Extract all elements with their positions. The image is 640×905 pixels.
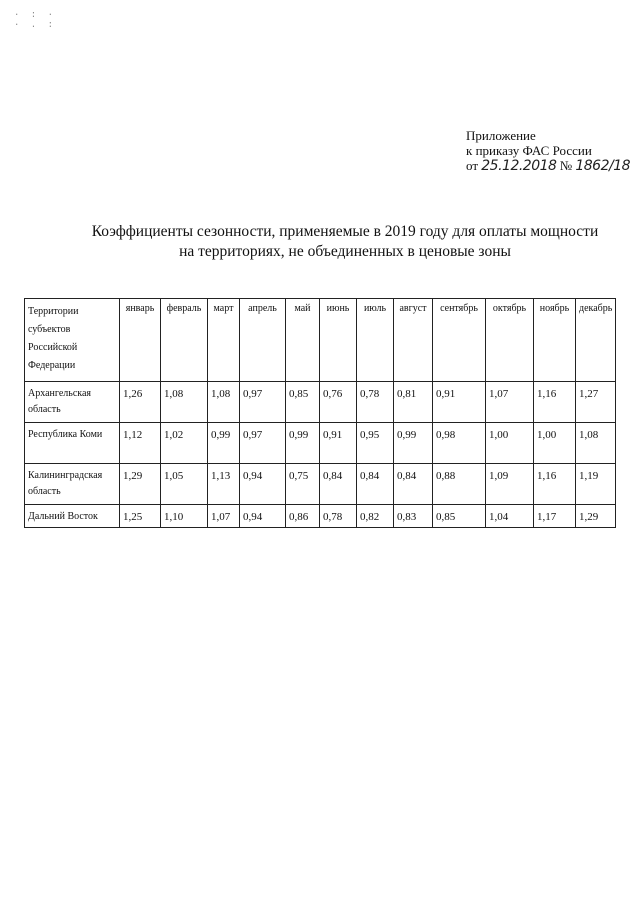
coefficient-cell: 1,09: [486, 464, 534, 505]
coefficient-cell: 1,07: [208, 505, 240, 528]
coefficient-cell: 0,86: [286, 505, 320, 528]
month-header: апрель: [240, 299, 286, 382]
table-row: [25, 464, 616, 505]
coefficient-cell: 0,99: [208, 423, 240, 464]
document-title: [60, 222, 630, 262]
coefficient-cell: 0,75: [286, 464, 320, 505]
month-header: март: [208, 299, 240, 382]
coefficient-cell: 0,78: [357, 382, 394, 423]
coefficient-cell: 1,16: [534, 382, 576, 423]
region-column-header: Территории субъектов Российской Федерации: [25, 299, 120, 382]
coefficient-cell: 1,29: [576, 505, 616, 528]
coefficient-cell: 0,91: [320, 423, 357, 464]
handwritten-date: 25.12.2018: [481, 158, 557, 174]
coefficient-cell: 0,94: [240, 505, 286, 528]
coefficient-cell: 0,85: [433, 505, 486, 528]
table-row: [25, 423, 616, 464]
coefficient-cell: 0,91: [433, 382, 486, 423]
coefficient-cell: 0,76: [320, 382, 357, 423]
coefficient-cell: 1,27: [576, 382, 616, 423]
title-line-2: на территориях, не объединенных в ценовые зоны: [179, 243, 511, 260]
coefficient-cell: 1,07: [486, 382, 534, 423]
month-header: ноябрь: [534, 299, 576, 382]
coefficient-cell: 0,85: [286, 382, 320, 423]
month-header: июнь: [320, 299, 357, 382]
coefficient-cell: 0,78: [320, 505, 357, 528]
month-header: июль: [357, 299, 394, 382]
seasonality-coefficients-table: [24, 298, 616, 528]
coefficient-cell: 1,08: [208, 382, 240, 423]
table-header-row: [25, 299, 616, 382]
scan-corner-marks: · : · · . :: [14, 10, 57, 30]
coefficient-cell: 1,12: [120, 423, 161, 464]
month-header: январь: [120, 299, 161, 382]
coefficient-cell: 0,99: [286, 423, 320, 464]
coefficient-cell: 1,26: [120, 382, 161, 423]
title-line-1: Коэффициенты сезонности, применяемые в 2019 году для оплаты мощности: [91, 223, 599, 240]
region-name-cell: Республика Коми: [25, 423, 120, 464]
coefficient-cell: 0,82: [357, 505, 394, 528]
coefficient-cell: 1,04: [486, 505, 534, 528]
table-row: [25, 505, 616, 528]
coefficient-cell: 1,10: [161, 505, 208, 528]
coefficient-cell: 1,19: [576, 464, 616, 505]
coefficient-cell: 1,16: [534, 464, 576, 505]
month-header: май: [286, 299, 320, 382]
coefficient-cell: 0,84: [357, 464, 394, 505]
coefficient-cell: 0,95: [357, 423, 394, 464]
coefficient-cell: 0,88: [433, 464, 486, 505]
coefficient-cell: 1,25: [120, 505, 161, 528]
region-name-cell: Дальний Восток: [25, 505, 120, 528]
table-row: [25, 382, 616, 423]
coefficient-cell: 1,17: [534, 505, 576, 528]
coefficient-cell: 0,84: [320, 464, 357, 505]
coefficient-cell: 1,00: [486, 423, 534, 464]
coefficient-cell: 0,97: [240, 382, 286, 423]
coefficient-cell: 0,84: [394, 464, 433, 505]
table-body: [25, 382, 616, 528]
coefficient-cell: 0,99: [394, 423, 433, 464]
coefficient-cell: 1,00: [534, 423, 576, 464]
coefficient-cell: 0,94: [240, 464, 286, 505]
appendix-order-ref: к приказу ФАС России: [466, 143, 592, 158]
appendix-title: Приложение: [466, 128, 536, 143]
month-header: сентябрь: [433, 299, 486, 382]
month-header: октябрь: [486, 299, 534, 382]
number-prefix: №: [559, 158, 573, 173]
region-name-cell: Калининградская область: [25, 464, 120, 505]
month-header: август: [394, 299, 433, 382]
region-name-cell: Архангельская область: [25, 382, 120, 423]
coefficient-cell: 1,13: [208, 464, 240, 505]
coefficient-cell: 1,08: [576, 423, 616, 464]
appendix-date-number: [466, 158, 631, 174]
coefficient-cell: 1,08: [161, 382, 208, 423]
coefficient-cell: 0,97: [240, 423, 286, 464]
coefficient-cell: 1,29: [120, 464, 161, 505]
month-header: февраль: [161, 299, 208, 382]
coefficient-cell: 0,83: [394, 505, 433, 528]
coefficient-cell: 1,05: [161, 464, 208, 505]
coefficient-cell: 0,98: [433, 423, 486, 464]
handwritten-number: 1862/18: [575, 158, 631, 174]
appendix-block: [466, 128, 631, 174]
month-header: декабрь: [576, 299, 616, 382]
date-prefix: от: [466, 158, 479, 173]
coefficient-cell: 0,81: [394, 382, 433, 423]
coefficient-cell: 1,02: [161, 423, 208, 464]
